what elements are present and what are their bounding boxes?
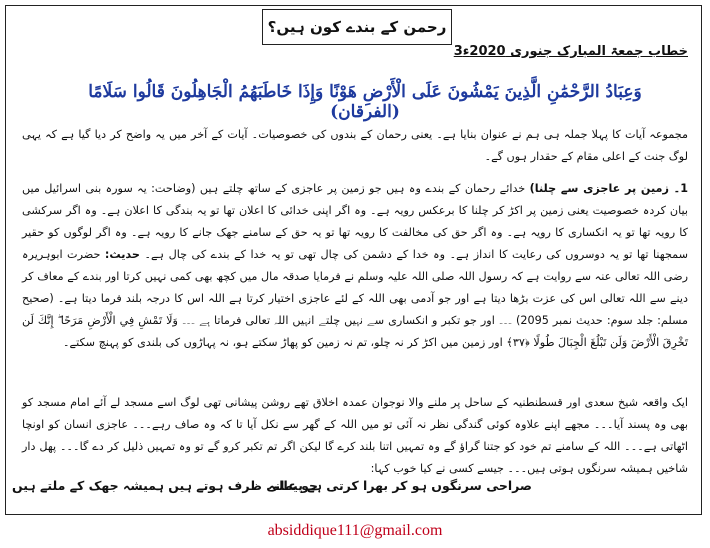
quran-verse: وَعِبَادُ الرَّحْمَٰنِ الَّذِينَ يَمْشُونَ عَلَى الْأَرْضِ هَوْنًا وَإِذَا خَاطَبَهُمُ الْجَاهِلُونَ قَالُوا سَلَامًا (الفرقان): [88, 82, 642, 122]
couplet-line-one: جو عالی ظرف ہوتے ہیں ہمیشہ جھک کے ملتے ہیں: [12, 478, 318, 493]
intro-paragraph: مجموعہ آیات کا پہلا جملہ ہی ہم نے عنوان بنایا ہے۔ یعنی رحمان کے بندوں کی خصوصیات۔ آیات کے آخر میں یہ واضح کر دیا گیا ہے کہ یہی لوگ جنت کے اعلی مقام کے حقدار ہوں گے۔: [22, 128, 688, 163]
point-one-paragraph: [22, 178, 688, 354]
page-title: [262, 9, 452, 45]
couplet-line-two: صراحی سرنگوں ہو کر بھرا کرتی ہے پیمانہ: [268, 478, 532, 493]
hadith-body: حضرت ابوہریرہ رضی اللہ تعالی عنہ سے روایت ہے کہ رسول اللہ صلی اللہ علیہ وسلم نے فرمایا صدقہ مال میں کچھ بھی کمی نہیں کرتا اور بندے کے معاف کر دینے سے اللہ تعالی اس کی عزت بڑھا دیتا ہے اور جو آدمی بھی اللہ کے لئے عاجزی اختیار کرتا ہے اللہ اس کا درجہ بلند فرما دیتا ہے۔ (صحیح مسلم: جلد سوم: حدیث نمبر 2095) ۔۔۔ اور جو تکبر و انکساری سے نہیں چلتے انہیں اللہ تعالی فرماتا ہے ۔۔۔ وَلَا تَمْشِ فِي الْأَرْضِ مَرَحًا ۖ إِنَّكَ لَن تَخْرِقَ الْأَرْضَ وَلَن تَبْلُغَ الْجِبَالَ طُولًا ﴿٣٧﴾ اور زمین میں اکڑ کر نہ چلو، تم نہ زمین کو پھاڑ سکتے ہو، نہ پہاڑوں کی بلندی کو پہنچ سکتے۔: [22, 248, 689, 349]
title-text: رحمن کے بندے کون ہیں؟: [267, 18, 447, 36]
point-one-heading: 1۔ زمین پر عاجزی سے چلنا): [529, 182, 688, 195]
author-email: absiddique111@gmail.com: [267, 522, 443, 539]
story-paragraph: ایک واقعہ شیخ سعدی اور قسطنطنیہ کے ساحل پر ملنے والا نوجوان عمدہ اخلاق تھے روشن پیشانی تھی لوگ اسے مسجد لے آئے امام مسجد کو بھی وہ پسند آیا۔۔۔ مجھے اپنے علاوہ کوئی گندگی نظر نہ آئی تو میں اللہ کے گھر سے نکل آیا تا کہ وہ صاف رہے۔۔۔ عاجزی انسان کو اونچا اٹھاتی ہے۔۔۔ اللہ کے سامنے تم خود کو جتنا گراؤ گے وہ تمہیں اتنا بلند کرے گا لیکن اگر تم تکبر کرو گے تو وہ تمہیں ذلیل کر دے گا۔۔۔ پھل دار شاخیں ہمیشہ سرنگوں ہوتی ہیں۔۔۔ جیسے کسی نے کیا خوب کہا:: [22, 396, 688, 475]
hadith-label: حدیث:: [104, 248, 140, 261]
sermon-date: خطاب جمعۃ المبارک جنوری 2020ء3: [453, 44, 688, 59]
point-one-body: خدائے رحمان کے بندے وہ ہیں جو زمین پر عاجزی کے ساتھ چلتے ہیں (وضاحت: یہ سورہ بنی اسرائیل میں بیان کردہ خصوصیت یعنی زمین پر اکڑ کر چلنا کا برعکس رویہ ہے۔ وہ اگر اپنی خدائی کا اعلان تھا تو یہ بندگی کا اعلان ہے۔ وہ اگر سرکشی کا رویہ تھا تو یہ انکساری کا رویہ ہے۔ وہ اگر حق کی مخالفت کا رویہ تھا تو یہ حق کے سامنے جھک جانے کا رویہ ہے۔ وہ اگر لوگوں کو حقیر سمجھنا تھا تو یہ دوسروں کی رعایت کا انداز ہے۔ وہ خدا کے دشمن کی چال تھی تو یہ خدا کے بندے کی چال ہے۔: [22, 182, 689, 261]
